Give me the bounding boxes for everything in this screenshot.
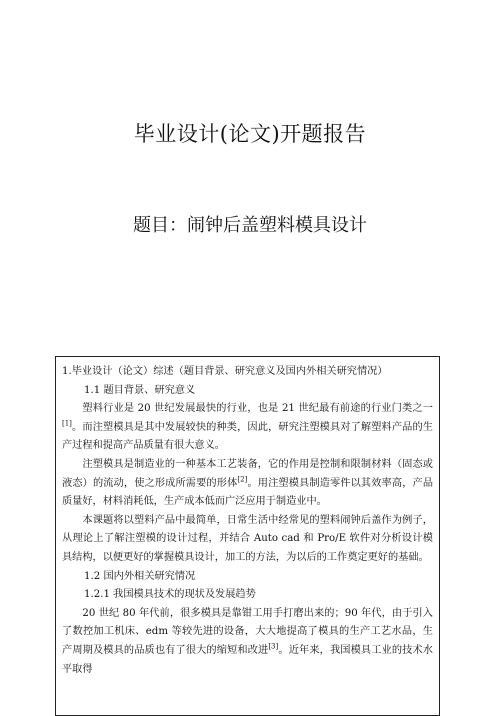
section-heading: 1.毕业设计（论文）综述（题目背景、研究意义及国内外相关研究情况） (62, 366, 388, 377)
subsection-heading-1-2: 1.2 国内外相关研究情况 (84, 570, 196, 582)
citation-3: [3] (268, 642, 279, 651)
paragraph-1 (62, 400, 433, 456)
paragraph-1-text: 塑料行业是 20 世纪发展最快的行业，也是 21 世纪最有前途的行业门类之一 (82, 403, 433, 415)
subsection-heading-1-1: 1.1 题目背景、研究意义 (84, 384, 196, 396)
document-title: 毕业设计(论文)开题报告 (133, 122, 367, 146)
paragraph-2-text: 注塑模具是制造业的一种基本工艺装备，它的作用是控制和限制材料（固态或液态）的流动，使之形成所需要的形体 (62, 458, 433, 489)
paragraph-3: 本课题将以塑料产品中最简单，日常生活中经常见的塑料闹钟后盖作为例子，从理论上了解注塑模的设计过程，并结合 Auto cad 和 Pro/E 软件对分析设计模具结构，以便更好的掌握模具设计，加工的方法，为以后的工作奠定更好的基础。 (62, 514, 433, 563)
citation-2: [2] (237, 475, 248, 484)
subsection-heading-1-2-1: 1.2.1 我国模具技术的现状及发展趋势 (84, 589, 256, 601)
paragraph-2-tail: 。用注塑模具制造零件以其效率高，产品质量好，材料消耗低，生产成本低而广泛应用于制造业中。 (62, 477, 434, 508)
review-section-box (55, 356, 440, 716)
paragraph-2 (62, 456, 433, 512)
citation-1: [1] (62, 419, 72, 428)
paragraph-4-tail: 。近年来，我国模具工业的技术水平取得 (62, 644, 433, 675)
paragraph-4 (62, 605, 433, 679)
paragraph-1-tail: 。而注塑模具是其中发展较快的种类，因此，研究注塑模具对了解塑料产品的生产过程和提高产品质量有很大意义。 (62, 421, 433, 452)
paragraph-4-text: 20 世纪 80 年代前，很多模具是靠钳工用手打磨出来的；90 年代，由于引入了数控加工机床、edm 等较先进的设备，大大地提高了模具的生产工艺水品，生产周期及模具的品质也有了很大的缩短和改进 (62, 607, 433, 656)
thesis-topic: 题目：闹钟后盖塑料模具设计 (133, 215, 367, 236)
